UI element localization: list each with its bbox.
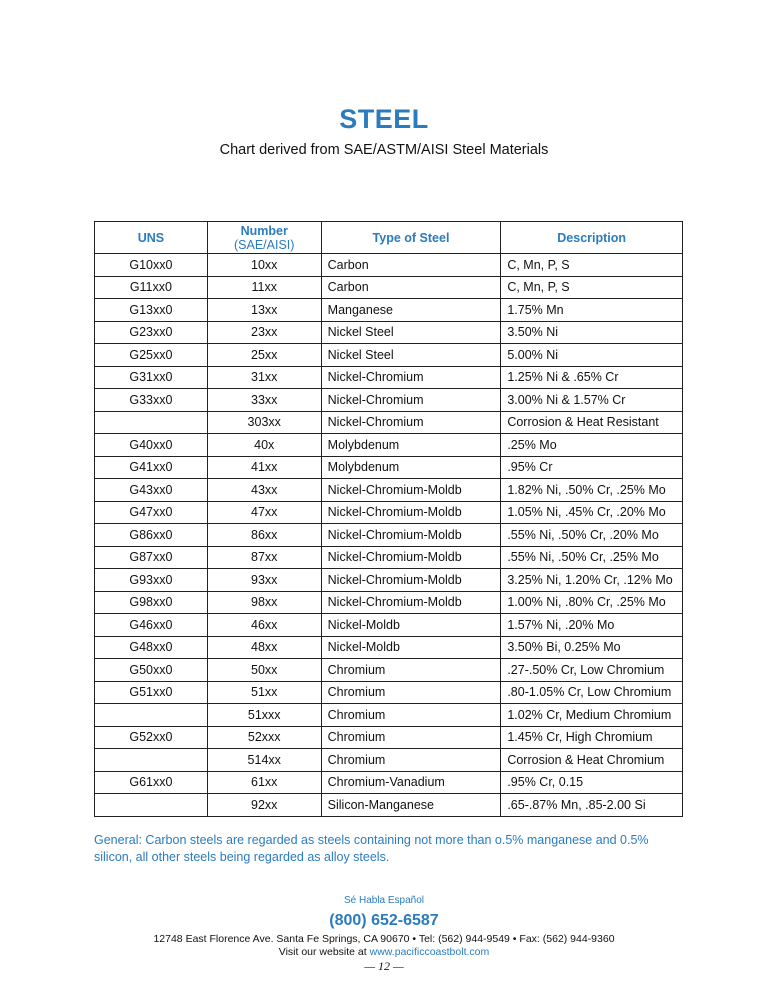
cell-number: 13xx (207, 299, 321, 322)
cell-description: 1.75% Mn (501, 299, 683, 322)
table-row (95, 344, 683, 367)
cell-number: 31xx (207, 366, 321, 389)
cell-type: Chromium-Vanadium (321, 771, 501, 794)
cell-description: 3.50% Ni (501, 321, 683, 344)
cell-uns: G50xx0 (95, 659, 208, 682)
header-number-label: Number (240, 223, 288, 238)
table-row (95, 771, 683, 794)
cell-type: Nickel-Chromium-Moldb (321, 569, 501, 592)
cell-type: Nickel Steel (321, 344, 501, 367)
phone-number[interactable]: (800) 652-6587 (329, 912, 439, 929)
header-number (207, 222, 321, 254)
cell-description: 5.00% Ni (501, 344, 683, 367)
cell-number: 46xx (207, 614, 321, 637)
table-row (95, 636, 683, 659)
website-line (0, 946, 768, 958)
cell-number: 43xx (207, 479, 321, 502)
cell-number: 86xx (207, 524, 321, 547)
cell-number: 48xx (207, 636, 321, 659)
cell-number: 51xxx (207, 704, 321, 727)
cell-uns: G51xx0 (95, 681, 208, 704)
cell-type: Nickel-Chromium-Moldb (321, 479, 501, 502)
page-title: STEEL (339, 104, 429, 134)
cell-uns: G11xx0 (95, 276, 208, 299)
cell-uns: G48xx0 (95, 636, 208, 659)
cell-type: Carbon (321, 254, 501, 277)
cell-description: C, Mn, P, S (501, 254, 683, 277)
cell-description: 1.00% Ni, .80% Cr, .25% Mo (501, 591, 683, 614)
table-row (95, 794, 683, 817)
cell-uns: G98xx0 (95, 591, 208, 614)
cell-number: 23xx (207, 321, 321, 344)
cell-type: Silicon-Manganese (321, 794, 501, 817)
table-row (95, 276, 683, 299)
cell-uns (95, 794, 208, 817)
cell-description: .55% Ni, .50% Cr, .20% Mo (501, 524, 683, 547)
cell-type: Chromium (321, 659, 501, 682)
cell-uns: G93xx0 (95, 569, 208, 592)
cell-description: .25% Mo (501, 434, 683, 457)
cell-number: 51xx (207, 681, 321, 704)
cell-number: 92xx (207, 794, 321, 817)
cell-uns: G47xx0 (95, 501, 208, 524)
table-row (95, 524, 683, 547)
table-row (95, 749, 683, 772)
cell-description: .65-.87% Mn, .85-2.00 Si (501, 794, 683, 817)
address-line: 12748 East Florence Ave. Santa Fe Springs, CA 90670 • Tel: (562) 944-9549 • Fax: (562) 944-9360 (153, 933, 615, 945)
table-body (95, 254, 683, 817)
table-row (95, 389, 683, 412)
cell-number: 25xx (207, 344, 321, 367)
cell-uns: G46xx0 (95, 614, 208, 637)
cell-type: Chromium (321, 704, 501, 727)
cell-uns: G41xx0 (95, 456, 208, 479)
cell-uns: G40xx0 (95, 434, 208, 457)
cell-number: 98xx (207, 591, 321, 614)
cell-description: 1.82% Ni, .50% Cr, .25% Mo (501, 479, 683, 502)
cell-uns: G43xx0 (95, 479, 208, 502)
table-row (95, 681, 683, 704)
cell-number: 303xx (207, 411, 321, 434)
table-row (95, 254, 683, 277)
cell-uns: G13xx0 (95, 299, 208, 322)
table-row (95, 614, 683, 637)
cell-number: 93xx (207, 569, 321, 592)
table-row (95, 456, 683, 479)
table-row (95, 366, 683, 389)
cell-number: 50xx (207, 659, 321, 682)
header-type: Type of Steel (321, 222, 501, 254)
cell-number: 11xx (207, 276, 321, 299)
cell-type: Nickel-Chromium (321, 366, 501, 389)
cell-number: 40x (207, 434, 321, 457)
cell-description: Corrosion & Heat Resistant (501, 411, 683, 434)
cell-description: C, Mn, P, S (501, 276, 683, 299)
cell-number: 61xx (207, 771, 321, 794)
cell-type: Nickel Steel (321, 321, 501, 344)
cell-uns (95, 749, 208, 772)
cell-description: .95% Cr, 0.15 (501, 771, 683, 794)
page-subtitle: Chart derived from SAE/ASTM/AISI Steel Materials (219, 142, 549, 158)
table-row (95, 501, 683, 524)
cell-type: Carbon (321, 276, 501, 299)
cell-uns (95, 411, 208, 434)
cell-type: Manganese (321, 299, 501, 322)
table-row (95, 659, 683, 682)
cell-description: 1.45% Cr, High Chromium (501, 726, 683, 749)
website-prefix: Visit our website at (278, 946, 370, 958)
cell-type: Chromium (321, 749, 501, 772)
cell-number: 41xx (207, 456, 321, 479)
cell-uns: G10xx0 (95, 254, 208, 277)
cell-type: Nickel-Chromium-Moldb (321, 591, 501, 614)
table-row (95, 434, 683, 457)
cell-description: .95% Cr (501, 456, 683, 479)
general-note: General: Carbon steels are regarded as steels containing not more than o.5% manganese and 0.5% silicon, all other steels being regarded as alloy steels. (94, 833, 649, 864)
cell-uns: G87xx0 (95, 546, 208, 569)
cell-type: Nickel-Chromium-Moldb (321, 524, 501, 547)
table-row (95, 411, 683, 434)
cell-description: .80-1.05% Cr, Low Chromium (501, 681, 683, 704)
table-header-row (95, 222, 683, 254)
cell-type: Molybdenum (321, 434, 501, 457)
cell-uns: G31xx0 (95, 366, 208, 389)
cell-description: .55% Ni, .50% Cr, .25% Mo (501, 546, 683, 569)
cell-uns: G61xx0 (95, 771, 208, 794)
cell-uns: G33xx0 (95, 389, 208, 412)
habla-espanol: Sé Habla Español (343, 895, 425, 906)
table-row (95, 546, 683, 569)
table-row (95, 569, 683, 592)
cell-description: .27-.50% Cr, Low Chromium (501, 659, 683, 682)
cell-type: Molybdenum (321, 456, 501, 479)
cell-type: Nickel-Chromium-Moldb (321, 546, 501, 569)
cell-uns: G86xx0 (95, 524, 208, 547)
cell-description: 1.25% Ni & .65% Cr (501, 366, 683, 389)
cell-number: 52xxx (207, 726, 321, 749)
header-description: Description (501, 222, 683, 254)
page-number: — 12 — (364, 959, 404, 973)
cell-uns (95, 704, 208, 727)
cell-number: 10xx (207, 254, 321, 277)
cell-number: 47xx (207, 501, 321, 524)
cell-type: Chromium (321, 681, 501, 704)
table-row (95, 479, 683, 502)
steel-table (94, 221, 683, 817)
header-uns: UNS (95, 222, 208, 254)
cell-number: 87xx (207, 546, 321, 569)
table-row (95, 321, 683, 344)
table-row (95, 726, 683, 749)
cell-description: 3.50% Bi, 0.25% Mo (501, 636, 683, 659)
cell-uns: G23xx0 (95, 321, 208, 344)
cell-description: 1.02% Cr, Medium Chromium (501, 704, 683, 727)
header-number-sub: (SAE/AISI) (234, 237, 295, 252)
cell-type: Nickel-Chromium (321, 389, 501, 412)
cell-type: Nickel-Moldb (321, 636, 501, 659)
cell-description: Corrosion & Heat Chromium (501, 749, 683, 772)
cell-description: 3.25% Ni, 1.20% Cr, .12% Mo (501, 569, 683, 592)
website-link[interactable]: www.pacificcoastbolt.com (369, 946, 490, 958)
cell-type: Nickel-Chromium-Moldb (321, 501, 501, 524)
table-row (95, 591, 683, 614)
cell-number: 514xx (207, 749, 321, 772)
cell-number: 33xx (207, 389, 321, 412)
cell-description: 3.00% Ni & 1.57% Cr (501, 389, 683, 412)
cell-type: Chromium (321, 726, 501, 749)
table-row (95, 704, 683, 727)
cell-uns: G25xx0 (95, 344, 208, 367)
cell-description: 1.57% Ni, .20% Mo (501, 614, 683, 637)
cell-type: Nickel-Chromium (321, 411, 501, 434)
cell-uns: G52xx0 (95, 726, 208, 749)
table-row (95, 299, 683, 322)
cell-description: 1.05% Ni, .45% Cr, .20% Mo (501, 501, 683, 524)
cell-type: Nickel-Moldb (321, 614, 501, 637)
